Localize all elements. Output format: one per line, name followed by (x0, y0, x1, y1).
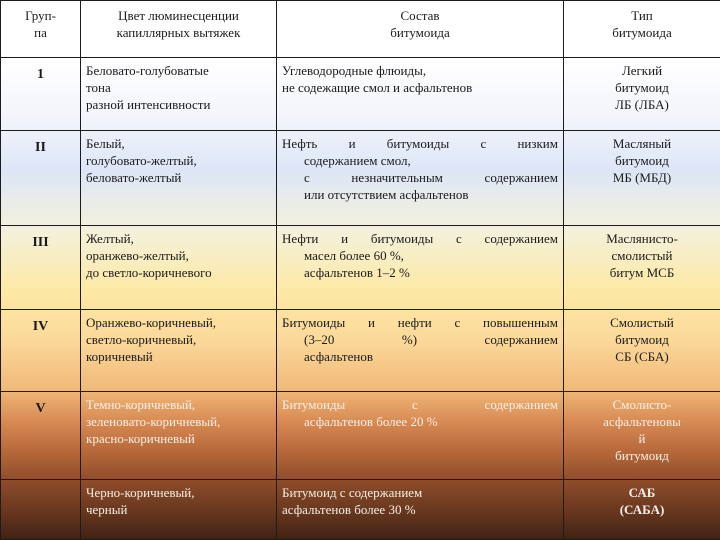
composition-cell (277, 310, 564, 392)
group-cell: V (1, 392, 81, 480)
type-cell: Маслянисто- смолистый битум МСБ (564, 226, 720, 310)
composition-line: или отсутствием асфальтенов (304, 187, 469, 202)
table-row (1, 392, 720, 480)
color-cell: Темно-коричневый, зеленовато-коричневый, красно-коричневый (81, 392, 277, 480)
composition-line: Битумоиды с содержанием (282, 397, 558, 412)
group-cell: II (1, 131, 81, 226)
type-cell: Смолистый битумоид СБ (СБА) (564, 310, 720, 392)
color-cell: Белый, голубовато-желтый, беловато-желтый (81, 131, 277, 226)
header-group: Груп- па (1, 1, 81, 58)
table-row (1, 480, 720, 540)
header-composition: Состав битумоида (277, 1, 564, 58)
table-row (1, 58, 720, 131)
composition-line: асфальтенов (304, 349, 373, 364)
type-cell: Смолисто- асфальтеновы й битумоид (564, 392, 720, 480)
group-cell: IV (1, 310, 81, 392)
header-type: Тип битумоида (564, 1, 720, 58)
composition-line: асфальтенов 1–2 % (304, 265, 410, 280)
composition-line: Нефть и битумоиды с низким (282, 136, 558, 151)
header-color: Цвет люминесценции капиллярных вытяжек (81, 1, 277, 58)
composition-cell (277, 392, 564, 480)
color-cell: Черно-коричневый, черный (81, 480, 277, 540)
table-row (1, 131, 720, 226)
color-cell: Оранжево-коричневый, светло-коричневый, коричневый (81, 310, 277, 392)
composition-line: содержанием смол, (304, 153, 411, 168)
group-cell: 1 (1, 58, 81, 131)
color-cell: Беловато-голубоватые тона разной интенсивности (81, 58, 277, 131)
type-cell: САБ (САБА) (564, 480, 720, 540)
table-row (1, 226, 720, 310)
composition-cell (277, 58, 564, 131)
color-cell: Желтый, оранжево-желтый, до светло-коричневого (81, 226, 277, 310)
composition-line: с незначительным содержанием (304, 170, 558, 185)
table-row (1, 310, 720, 392)
type-cell: Легкий битумоид ЛБ (ЛБА) (564, 58, 720, 131)
composition-cell (277, 131, 564, 226)
composition-line: асфальтенов более 20 % (304, 414, 438, 429)
composition-line: асфальтенов более 30 % (282, 502, 416, 517)
composition-line: (3–20 %) содержанием (304, 332, 558, 347)
group-cell: III (1, 226, 81, 310)
header-row (1, 1, 720, 58)
composition-line: Битумоид с содержанием (282, 485, 423, 500)
composition-line: Нефти и битумоиды с содержанием (282, 231, 558, 246)
group-cell (1, 480, 81, 540)
composition-line: Углеводородные флюиды, (282, 63, 427, 78)
composition-cell (277, 480, 564, 540)
composition-line: масел более 60 %, (304, 248, 404, 263)
type-cell: Масляный битумоид МБ (МБД) (564, 131, 720, 226)
composition-cell (277, 226, 564, 310)
composition-line: не содежащие смол и асфальтенов (282, 80, 473, 95)
composition-line: Битумоиды и нефти с повышенным (282, 315, 558, 330)
